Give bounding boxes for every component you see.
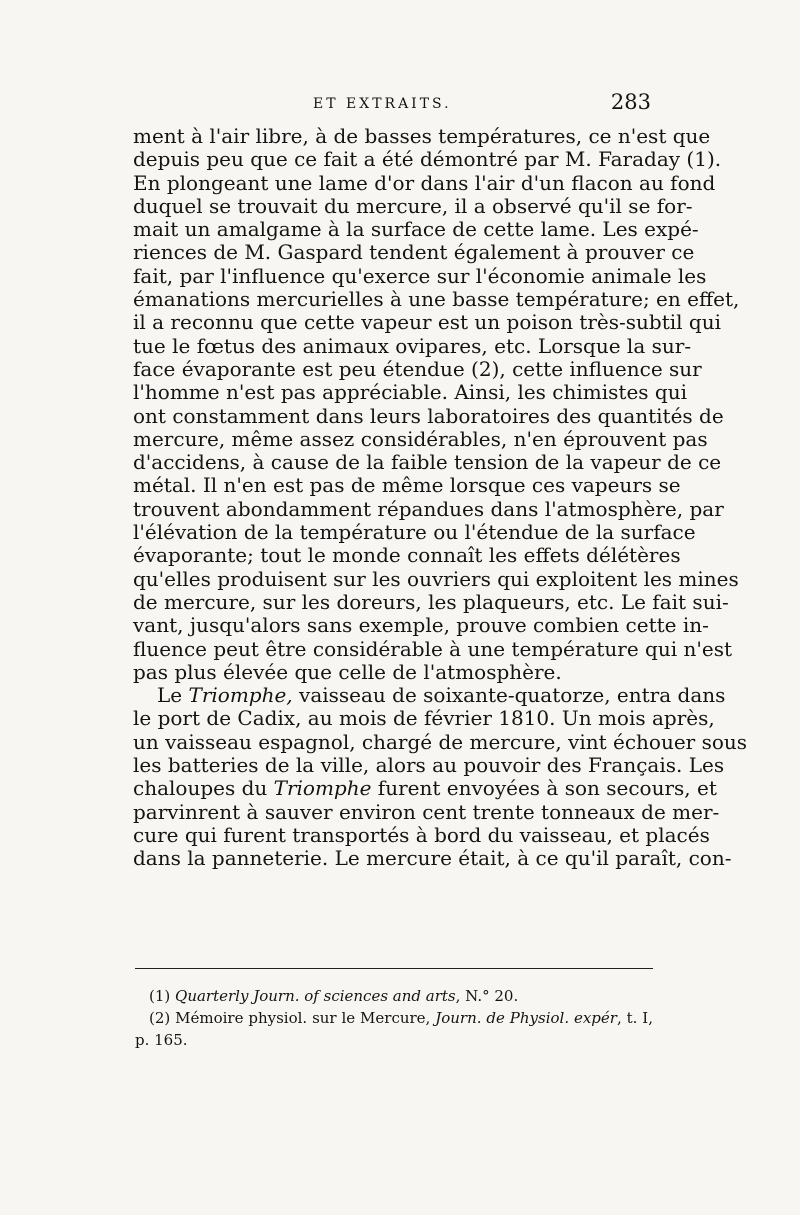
text-line: ont constamment dans leurs laboratoires des quantités de	[133, 403, 724, 428]
text-line: face évaporante est peu étendue (2), cette influence sur	[133, 356, 702, 381]
ship-name: Triomphe,	[188, 683, 293, 708]
ship-name: Triomphe	[273, 776, 372, 801]
text-line: le port de Cadix, au mois de février 1810. Un mois après,	[133, 706, 715, 731]
text-line: depuis peu que ce fait a été démontré par M. Faraday (1).	[133, 147, 722, 172]
text-line: Le Triomphe, vaisseau de soixante-quatorze, entra dans	[157, 683, 726, 708]
page-header	[133, 90, 651, 126]
footnotes	[135, 985, 653, 1051]
paragraph-2	[133, 683, 748, 871]
text-line: l'élévation de la température ou l'étendue de la surface	[133, 520, 696, 545]
text-line: pas plus élevée que celle de l'atmosphère.	[133, 659, 562, 684]
text-line: mercure, même assez considérables, n'en éprouvent pas	[133, 426, 708, 451]
text-line: il a reconnu que cette vapeur est un poison très-subtil qui	[133, 310, 721, 335]
footnote-2: (2) Mémoire physiol. sur le Mercure, Journ. de Physiol. expér, t. I,	[149, 1009, 653, 1027]
text-line: dans la panneterie. Le mercure était, à ce qu'il paraît, con-	[133, 846, 732, 871]
text-line: métal. Il n'en est pas de même lorsque ces vapeurs se	[133, 473, 681, 498]
text-line: ment à l'air libre, à de basses températures, ce n'est que	[133, 124, 711, 148]
text-line: parvinrent à sauver environ cent trente tonneaux de mer-	[133, 799, 720, 824]
text-line: qu'elles produisent sur les ouvriers qui exploitent les mines	[133, 566, 739, 591]
text-line: duquel se trouvait du mercure, il a observé qu'il se for-	[133, 193, 693, 218]
text-line: de mercure, sur les doreurs, les plaqueurs, etc. Le fait sui-	[133, 589, 729, 614]
body-text	[133, 124, 748, 871]
text-line: trouvent abondamment répandues dans l'atmosphère, par	[133, 496, 724, 521]
text-line: En plongeant une lame d'or dans l'air d'un flacon au fond	[133, 170, 716, 195]
text-line: évaporante; tout le monde connaît les effets délétères	[133, 543, 681, 568]
footnote-2-continuation: p. 165.	[135, 1031, 188, 1049]
text-line: mait un amalgame à la surface de cette lame. Les expé-	[133, 217, 699, 242]
text-line: d'accidens, à cause de la faible tension de la vapeur de ce	[133, 450, 722, 475]
text-line: chaloupes du Triomphe furent envoyées à son secours, et	[133, 776, 717, 801]
text-line: vant, jusqu'alors sans exemple, prouve combien cette in-	[133, 613, 709, 638]
text-line: émanations mercurielles à une basse température; en effet,	[133, 287, 740, 312]
text-line: les batteries de la ville, alors au pouvoir des Français. Les	[133, 753, 725, 778]
footnote-rule	[135, 968, 653, 969]
text-line: l'homme n'est pas appréciable. Ainsi, les chimistes qui	[133, 380, 687, 405]
text-line: riences de M. Gaspard tendent également à prouver ce	[133, 240, 695, 265]
page-number: 283	[610, 90, 651, 114]
running-title: ET EXTRAITS.	[313, 96, 452, 112]
text-line: un vaisseau espagnol, chargé de mercure, vint échouer sous	[133, 729, 748, 754]
text-line: fluence peut être considérable à une température qui n'est	[133, 636, 732, 661]
paragraph-1	[133, 124, 740, 684]
text-line: cure qui furent transportés à bord du vaisseau, et placés	[133, 822, 710, 847]
text-line: fait, par l'influence qu'exerce sur l'économie animale les	[133, 263, 707, 288]
text-line: tue le fœtus des animaux ovipares, etc. Lorsque la sur-	[133, 333, 692, 358]
footnote-1: (1) Quarterly Journ. of sciences and arts, N.° 20.	[149, 987, 519, 1005]
